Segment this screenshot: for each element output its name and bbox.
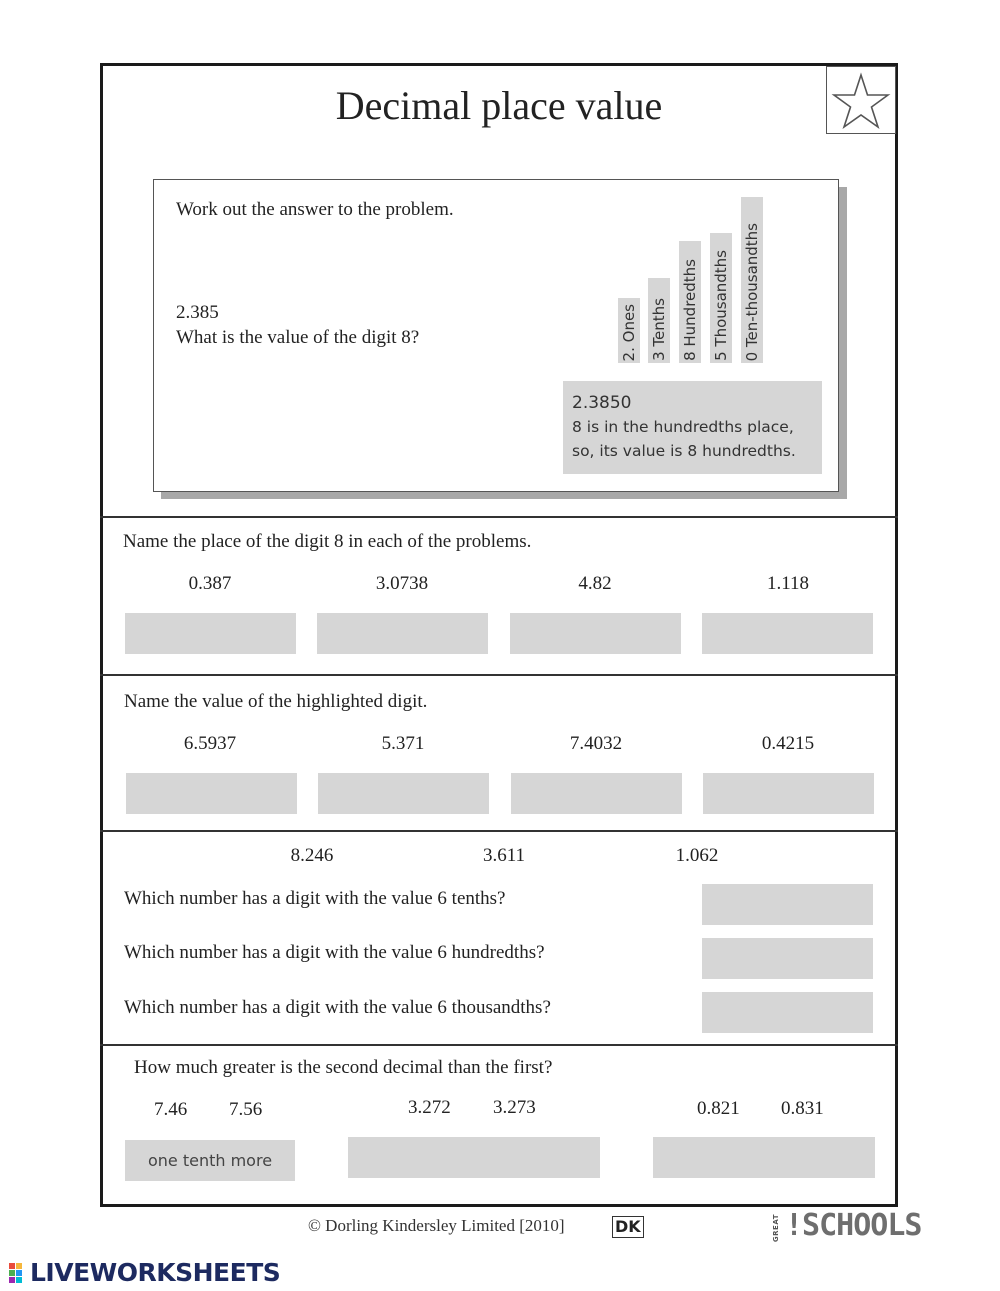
explanation-number: 2.3850 xyxy=(572,393,632,413)
answer-input[interactable] xyxy=(702,884,873,925)
candidate-number: 3.611 xyxy=(482,845,526,866)
place-column-hundredths: 8 Hundredths xyxy=(679,241,701,363)
candidate-number: 1.062 xyxy=(675,845,719,866)
question-text: Which number has a digit with the value 6 thousandths? xyxy=(124,997,551,1018)
copyright-text: © Dorling Kindersley Limited [2010] xyxy=(308,1216,565,1235)
decimal-second: 3.273 xyxy=(493,1097,536,1118)
answer-input[interactable] xyxy=(702,613,873,654)
liveworksheets-icon xyxy=(9,1263,29,1283)
answer-input[interactable] xyxy=(703,773,874,814)
answer-input[interactable] xyxy=(348,1137,600,1178)
answer-input[interactable] xyxy=(318,773,489,814)
answer-input[interactable] xyxy=(317,613,488,654)
question-text: Which number has a digit with the value 6 hundredths? xyxy=(124,942,545,963)
answer-input[interactable] xyxy=(510,613,681,654)
answer-input[interactable] xyxy=(125,613,296,654)
question-text: Which number has a digit with the value 6 tenths? xyxy=(124,888,506,909)
example-instruction: Work out the answer to the problem. xyxy=(176,199,454,220)
answer-input[interactable] xyxy=(126,773,297,814)
problem-number: 1.118 xyxy=(766,573,810,594)
dk-logo: DK xyxy=(612,1216,644,1238)
problem-number: 7.4032 xyxy=(569,733,623,754)
problem-number: 0.4215 xyxy=(761,733,815,754)
answer-input[interactable] xyxy=(702,938,873,979)
place-column-tenths: 3 Tenths xyxy=(648,278,670,363)
decimal-first: 0.821 xyxy=(697,1098,740,1119)
problem-number: 6.5937 xyxy=(183,733,237,754)
section-divider xyxy=(100,1044,898,1046)
problem-number: 5.371 xyxy=(381,733,425,754)
problem-number: 4.82 xyxy=(578,573,612,594)
example-number: 2.385 xyxy=(176,302,219,323)
explanation-line: so, its value is 8 hundredths. xyxy=(572,442,796,460)
answer-input[interactable] xyxy=(653,1137,875,1178)
page-title: Decimal place value xyxy=(335,83,663,128)
decimal-first: 3.272 xyxy=(408,1097,451,1118)
star-icon xyxy=(826,66,896,134)
decimal-first: 7.46 xyxy=(154,1099,188,1120)
candidate-number: 8.246 xyxy=(290,845,334,866)
section-divider xyxy=(100,674,898,676)
explanation-box xyxy=(563,381,822,474)
place-column-ones: 2. Ones xyxy=(618,298,640,363)
section1-instruction: Name the place of the digit 8 in each of the problems. xyxy=(123,531,532,552)
decimal-second: 7.56 xyxy=(229,1099,263,1120)
liveworksheets-brand[interactable]: LIVEWORKSHEETS xyxy=(30,1258,281,1287)
place-column-ten-thousandths: 0 Ten-thousandths xyxy=(741,197,763,363)
answer-input[interactable] xyxy=(511,773,682,814)
section-divider xyxy=(100,516,898,518)
problem-number: 0.387 xyxy=(188,573,232,594)
explanation-line: 8 is in the hundredths place, xyxy=(572,418,794,436)
example-question: What is the value of the digit 8? xyxy=(176,327,420,348)
section2-instruction: Name the value of the highlighted digit. xyxy=(124,691,428,712)
decimal-second: 0.831 xyxy=(781,1098,824,1119)
section-divider xyxy=(100,830,898,832)
section4-instruction: How much greater is the second decimal than the first? xyxy=(134,1057,553,1078)
place-column-thousandths: 5 Thousandths xyxy=(710,233,732,363)
answer-example: one tenth more xyxy=(125,1140,295,1181)
problem-number: 3.0738 xyxy=(375,573,429,594)
answer-input[interactable] xyxy=(702,992,873,1033)
great-label: GREAT xyxy=(772,1214,780,1243)
greatschools-logo: !SCHOOLS xyxy=(785,1208,922,1243)
